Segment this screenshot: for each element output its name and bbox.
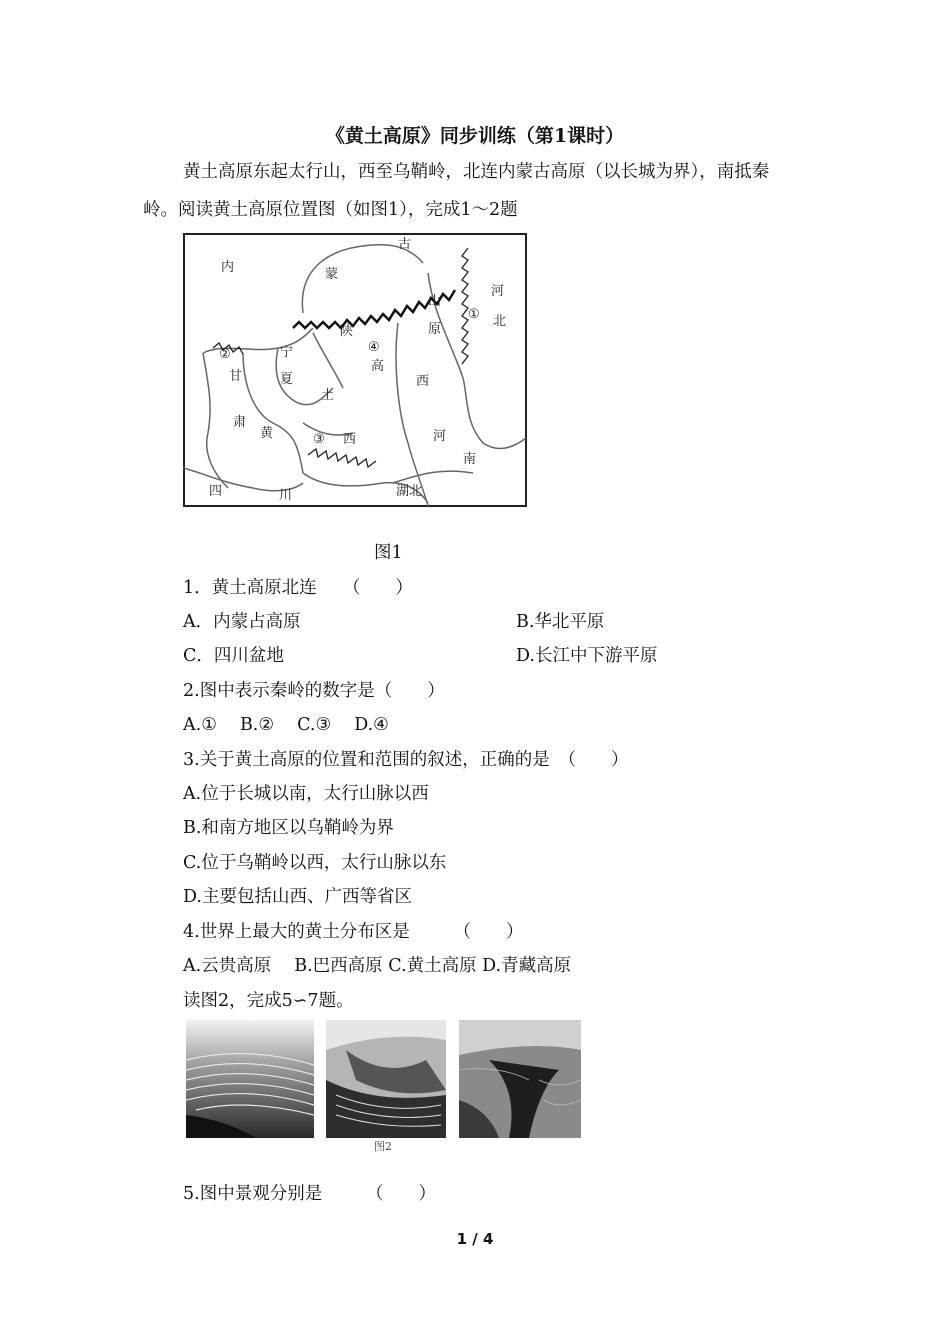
q4-options: A.云贵高原 B.巴西高原 C.黄土高原 D.青藏高原	[183, 956, 572, 976]
map-label: 土	[321, 388, 335, 403]
map-label: 宁	[280, 345, 294, 360]
map-label: 原	[428, 322, 442, 337]
map-label: 西	[343, 432, 357, 447]
map-label: 蒙	[325, 267, 339, 282]
q1-option-b: B.华北平原	[516, 612, 605, 632]
read-figure-2: 读图2，完成5∽7题。	[183, 991, 354, 1011]
q3-option-a: A.位于长城以南，太行山脉以西	[183, 784, 429, 804]
map-label: 南	[463, 452, 477, 467]
q2-stem: 2.图中表示秦岭的数字是（ ）	[183, 681, 445, 701]
map-label: 西	[416, 374, 430, 389]
map-label: 陕	[340, 324, 354, 339]
page-number: 1 / 4	[456, 1230, 494, 1248]
intro-line-2: 岭。阅读黄土高原位置图（如图1），完成1～2题	[143, 200, 518, 220]
q5-stem: 5.图中景观分别是 （ ）	[183, 1184, 436, 1204]
map-label: 河	[433, 429, 447, 444]
map-label: 河	[491, 284, 505, 299]
q4-stem: 4.世界上最大的黄土分布区是 （ ）	[183, 922, 524, 942]
map-label: 黄	[260, 426, 274, 441]
figure-2-caption: 图2	[374, 1140, 392, 1153]
map-label: 高	[371, 359, 385, 374]
map-label: 甘	[229, 369, 243, 384]
q1-stem: 1．黄土高原北连 （ ）	[183, 578, 413, 598]
loess-plateau-aerial-photo	[459, 1020, 581, 1138]
map-label: 四	[209, 484, 223, 499]
map-label: ③	[313, 432, 325, 447]
q1-option-a: A．内蒙占高原	[183, 612, 301, 632]
map-label: 内	[221, 260, 235, 275]
q2-options: A.① B.② C.③ D.④	[183, 715, 389, 735]
intro-line-1: 黄土高原东起太行山，西至乌鞘岭，北连内蒙古高原（以长城为界），南抵秦	[183, 162, 770, 182]
q3-stem: 3.关于黄土高原的位置和范围的叙述，正确的是 （ ）	[183, 750, 629, 770]
map-label: 夏	[280, 372, 294, 387]
map-label: 北	[493, 314, 507, 329]
loess-terrace-photo	[186, 1020, 314, 1138]
map-label: 川	[279, 488, 293, 503]
page-title: 《黄土高原》同步训练（第1课时）	[325, 125, 625, 147]
figure-1-caption: 图1	[374, 543, 403, 563]
map-label: ①	[468, 307, 480, 322]
loess-plateau-map	[183, 233, 527, 507]
q1-option-d: D.长江中下游平原	[516, 646, 658, 666]
q3-option-c: C.位于乌鞘岭以西，太行山脉以东	[183, 853, 447, 873]
q3-option-b: B.和南方地区以乌鞘岭为界	[183, 818, 394, 838]
map-label: 湖北	[396, 484, 423, 499]
map-label: 山	[428, 294, 442, 309]
map-label: ④	[368, 340, 380, 355]
map-label: 古	[398, 237, 412, 252]
loess-gully-photo	[326, 1020, 446, 1138]
map-label: 肃	[233, 415, 247, 430]
map-label: ②	[219, 347, 231, 362]
q3-option-d: D.主要包括山西、广西等省区	[183, 887, 412, 907]
q1-option-c: C．四川盆地	[183, 646, 284, 666]
